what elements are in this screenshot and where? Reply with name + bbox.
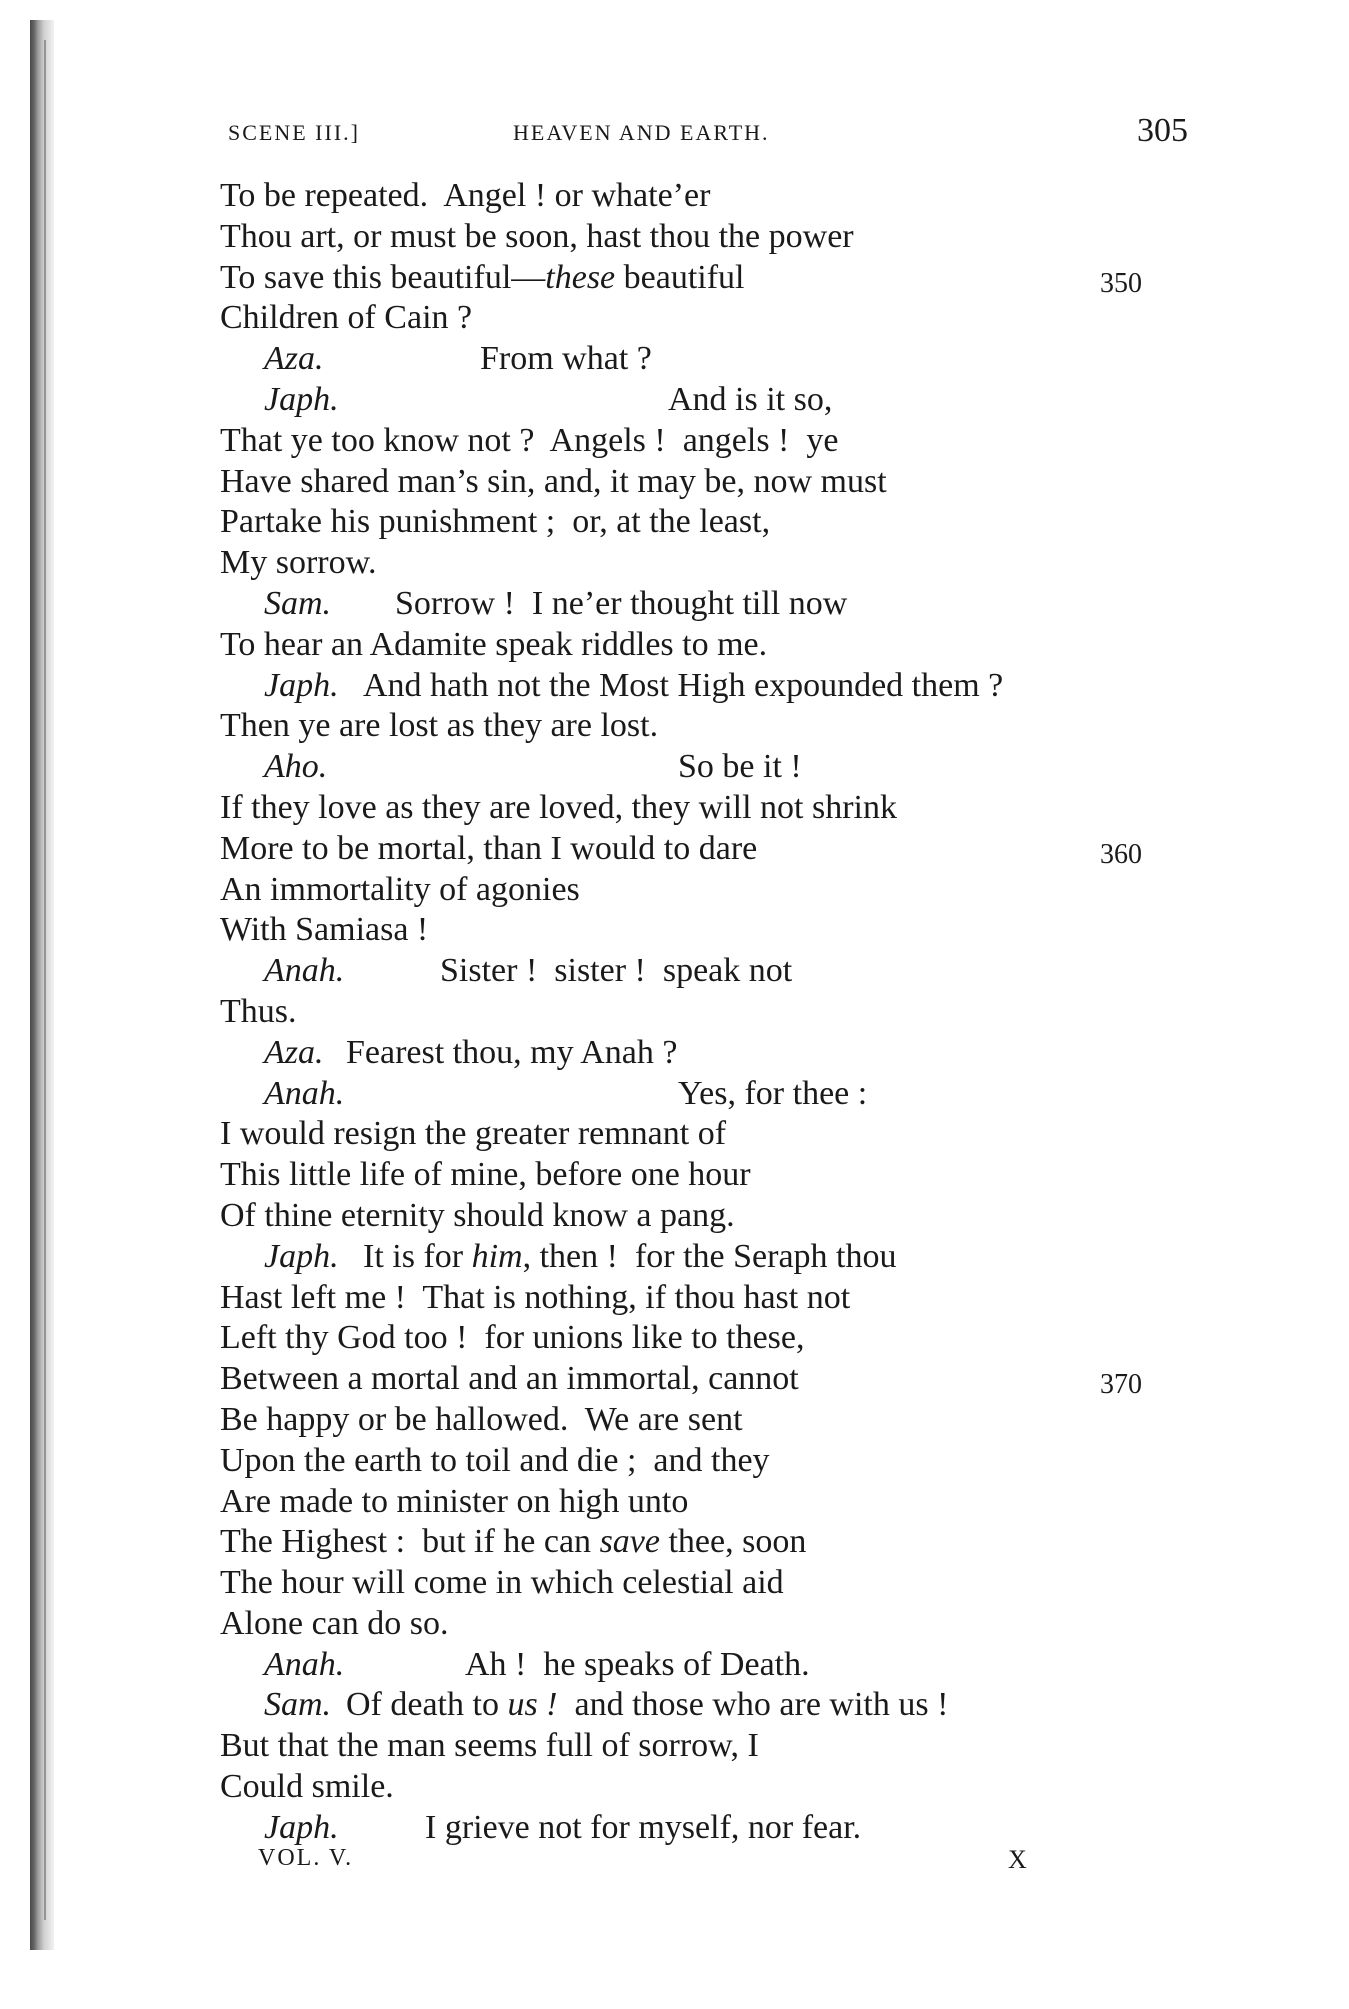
- speaker-name: Japh.: [264, 1808, 339, 1846]
- verse-line: [220, 258, 1220, 299]
- verse-text: The Highest : but if he can: [220, 1523, 600, 1561]
- verse-text: thee, soon: [659, 1523, 807, 1561]
- speaker-name: Sam.: [264, 1686, 332, 1724]
- verse-text: Thou art, or must be soon, hast thou the power: [220, 217, 854, 255]
- speech-text: [440, 951, 792, 992]
- verse-line: [220, 1074, 1220, 1115]
- verse-text: Alone can do so.: [220, 1604, 449, 1642]
- verse-text: Partake his punishment ; or, at the least,: [220, 503, 771, 541]
- verse-text: The hour will come in which celestial aid: [220, 1564, 784, 1602]
- speaker-name: Anah.: [264, 1074, 345, 1112]
- verse-text: So be it !: [678, 748, 802, 786]
- speaker-name: Japh.: [264, 1237, 339, 1275]
- verse-text: Upon the earth to toil and die ; and they: [220, 1441, 770, 1479]
- verse-line: [220, 380, 1220, 421]
- verse-line: [220, 625, 1220, 666]
- line-number: 350: [1100, 267, 1142, 299]
- verse-text: More to be mortal, than I would to dare: [220, 829, 758, 867]
- emphasis-text: these: [545, 258, 616, 296]
- verse-line: [220, 1359, 1220, 1400]
- speech-text: [668, 380, 832, 421]
- verse-text: Have shared man’s sin, and, it may be, now must: [220, 462, 887, 500]
- verse-line: [220, 1196, 1220, 1237]
- verse-text: Of death to: [346, 1686, 508, 1724]
- verse-line: [220, 1114, 1220, 1155]
- verse-text: That ye too know not ? Angels ! angels ! ye: [220, 421, 839, 459]
- speech-text: [425, 1808, 861, 1849]
- verse-line: [220, 339, 1220, 380]
- page-footer: [258, 1845, 1058, 1885]
- verse-line: [220, 1563, 1220, 1604]
- verse-text: With Samiasa !: [220, 911, 429, 949]
- page-number: 305: [1137, 112, 1188, 149]
- verse-line: [220, 829, 1220, 870]
- speaker-name: Japh.: [264, 380, 339, 418]
- speech-text: [480, 339, 652, 380]
- verse-text: Sister ! sister ! speak not: [440, 952, 793, 990]
- binding-edge: [44, 40, 46, 1920]
- verse-line: [220, 910, 1220, 951]
- verse-text: This little life of mine, before one hour: [220, 1156, 751, 1194]
- verse-text: Ah ! he speaks of Death.: [465, 1645, 810, 1683]
- speech-text: [346, 1033, 677, 1074]
- verse-line: [220, 176, 1220, 217]
- emphasis-text: us !: [507, 1686, 558, 1724]
- verse-line: [220, 788, 1220, 829]
- speech-text: [465, 1645, 810, 1686]
- verse-text: beautiful: [615, 258, 745, 296]
- verse-line: [220, 666, 1220, 707]
- speaker-name: Aza.: [264, 1033, 324, 1071]
- verse-text: Between a mortal and an immortal, cannot: [220, 1360, 799, 1398]
- book-binding-shadow: [30, 20, 54, 1950]
- speaker-name: Aho.: [264, 748, 328, 786]
- verse-text: An immortality of agonies: [220, 870, 580, 908]
- verse-text: , then ! for the Seraph thou: [522, 1237, 897, 1275]
- verse-text: From what ?: [480, 340, 652, 378]
- verse-text: Be happy or be hallowed. We are sent: [220, 1400, 743, 1438]
- verse-text: If they love as they are loved, they will not shrink: [220, 788, 897, 826]
- verse-text: I grieve not for myself, nor fear.: [425, 1808, 862, 1846]
- verse-line: [220, 1482, 1220, 1523]
- verse-text: I would resign the greater remnant of: [220, 1115, 727, 1153]
- verse-text: To save this beautiful—: [220, 258, 546, 296]
- speaker-name: Japh.: [264, 666, 339, 704]
- verse-text: and those who are with us !: [557, 1686, 949, 1724]
- verse-line: [220, 1685, 1220, 1726]
- running-header: [228, 112, 1188, 152]
- verse-text: But that the man seems full of sorrow, I: [220, 1727, 759, 1765]
- verse-line: [220, 502, 1220, 543]
- verse-line: [220, 1155, 1220, 1196]
- emphasis-text: save: [599, 1523, 660, 1561]
- speaker-name: Sam.: [264, 584, 332, 622]
- verse-line: [220, 1604, 1220, 1645]
- verse-line: [220, 1237, 1220, 1278]
- verse-line: [220, 1441, 1220, 1482]
- speech-text: [363, 1237, 897, 1278]
- verse-text: Children of Cain ?: [220, 299, 473, 337]
- line-number: 360: [1100, 838, 1142, 870]
- speech-text: [678, 1074, 867, 1115]
- verse-line: [220, 1033, 1220, 1074]
- volume-label: VOL. V.: [258, 1845, 354, 1871]
- verse-text: To hear an Adamite speak riddles to me.: [220, 625, 768, 663]
- verse-line: [220, 1645, 1220, 1686]
- verse-line: [220, 421, 1220, 462]
- speaker-name: Aza.: [264, 340, 324, 378]
- verse-line: [220, 1522, 1220, 1563]
- verse-line: [220, 543, 1220, 584]
- verse-text: Sorrow ! I ne’er thought till now: [395, 584, 848, 622]
- speech-text: [678, 747, 802, 788]
- verse-text: Fearest thou, my Anah ?: [346, 1033, 678, 1071]
- verse-text: My sorrow.: [220, 544, 377, 582]
- verse-line: [220, 1726, 1220, 1767]
- verse-line: [220, 706, 1220, 747]
- signature-mark: X: [1008, 1845, 1029, 1874]
- verse-line: [220, 747, 1220, 788]
- verse-text: Are made to minister on high unto: [220, 1482, 689, 1520]
- verse-line: [220, 1318, 1220, 1359]
- verse-text: Hast left me ! That is nothing, if thou hast not: [220, 1278, 851, 1316]
- verse-text: And is it so,: [668, 380, 833, 418]
- verse-text: And hath not the Most High expounded them ?: [363, 666, 1004, 704]
- verse-line: [220, 1767, 1220, 1808]
- verse-text: Could smile.: [220, 1768, 394, 1806]
- emphasis-text: him: [471, 1237, 523, 1275]
- verse-line: [220, 1400, 1220, 1441]
- verse-text: Thus.: [220, 992, 297, 1030]
- verse-line: [220, 951, 1220, 992]
- speaker-name: Anah.: [264, 1645, 345, 1683]
- verse-text: Yes, for thee :: [678, 1074, 868, 1112]
- verse-text: Of thine eternity should know a pang.: [220, 1196, 735, 1234]
- verse-line: [220, 217, 1220, 258]
- verse-line: [220, 1278, 1220, 1319]
- verse-line: [220, 1808, 1220, 1849]
- speaker-name: Anah.: [264, 952, 345, 990]
- running-title: HEAVEN AND EARTH.: [513, 120, 770, 145]
- verse-line: [220, 870, 1220, 911]
- verse-line: [220, 298, 1220, 339]
- speech-text: [395, 584, 847, 625]
- verse-text: Then ye are lost as they are lost.: [220, 707, 659, 745]
- verse-text: Left thy God too ! for unions like to these,: [220, 1319, 805, 1357]
- verse-text: To be repeated. Angel ! or whate’er: [220, 177, 711, 214]
- line-number: 370: [1100, 1369, 1142, 1401]
- verse-line: [220, 584, 1220, 625]
- speech-text: [346, 1685, 948, 1726]
- verse-text: It is for: [363, 1237, 472, 1275]
- verse-body: [220, 176, 1220, 1849]
- speech-text: [363, 666, 1003, 707]
- scene-label: SCENE III.]: [228, 120, 360, 145]
- verse-line: [220, 462, 1220, 503]
- verse-line: [220, 992, 1220, 1033]
